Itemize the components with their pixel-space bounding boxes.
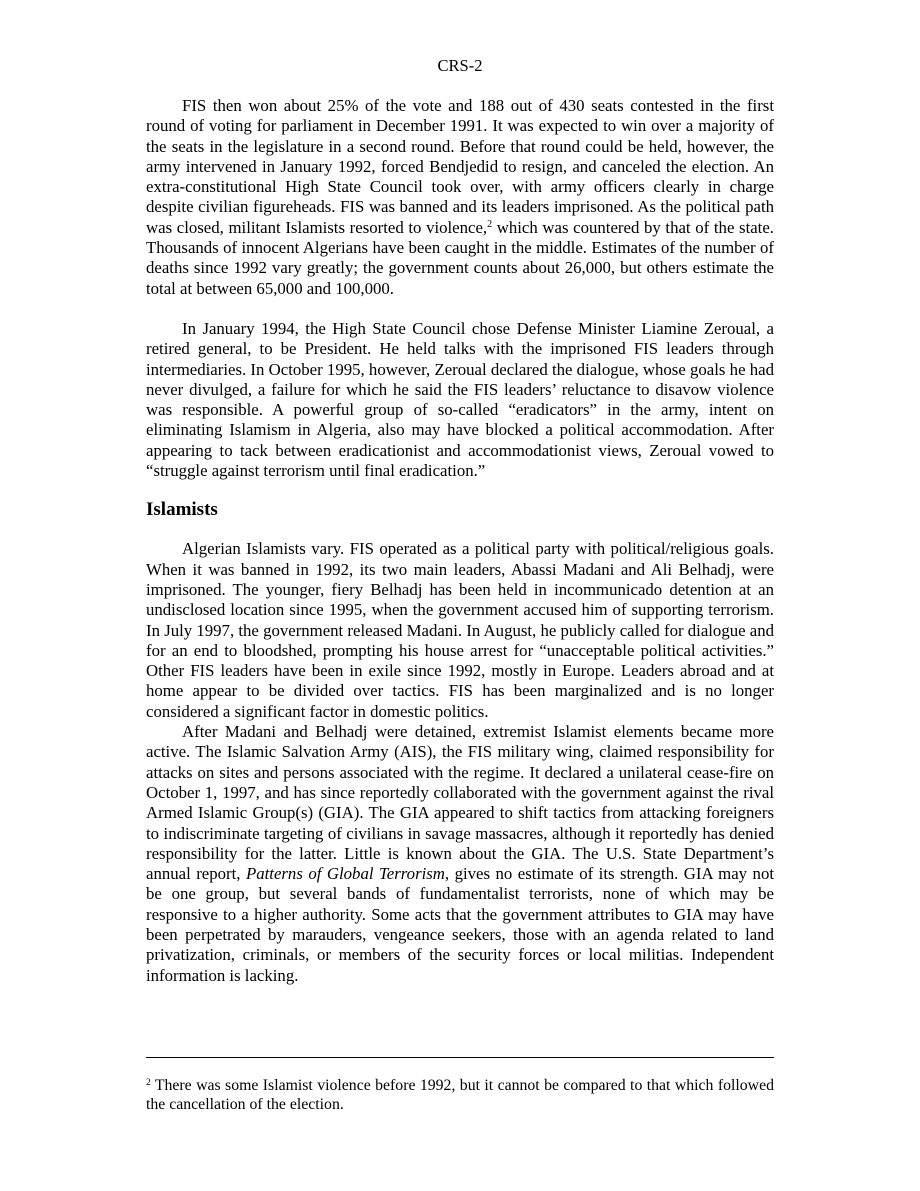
footnote-divider (146, 1057, 774, 1058)
footnote (146, 1076, 774, 1114)
paragraph-zeroual: In January 1994, the High State Council chose Defense Minister Liamine Zeroual, a retired general, to be President. He held talks with the imprisoned FIS leaders through intermediaries. In October 1995, however, Zeroual declared the dialogue, whose goals he had never divulged, a failure for which he said the FIS leaders’ reluctance to disavow violence was responsible. A powerful group of so-called “eradicators” in the army, intent on eliminating Islamism in Algeria, also may have blocked a political accommodation. After appearing to tack between eradicationist and accommodationist views, Zeroual vowed to “struggle against terrorism until final eradication.” (146, 318, 774, 481)
report-title: Patterns of Global Terrorism (245, 864, 445, 884)
footnote-marker: 2 (146, 1078, 151, 1088)
section-heading-block (146, 497, 774, 523)
paragraph-text: , gives no estimate of its strength. GIA may not be one group, but several bands of fundamentalist terrorists, none of which may be responsive to a higher authority. Some acts that the government attributes to GIA may have been perpetrated by marauders, vengeance seekers, those with an agenda related to land privatization, criminals, or members of the security forces or local militias. Independent information is lacking. (146, 864, 774, 985)
page-header (0, 56, 920, 76)
footnote-reference[interactable]: 2 (487, 218, 493, 230)
paragraph-islamists-vary: Algerian Islamists vary. FIS operated as a political party with political/religious goals. When it was banned in 1992, its two main leaders, Abassi Madani and Ali Belhadj, were imprisoned. The younger, fiery Belhadj has been held in incommunicado detention at an undisclosed location since 1995, when the government accused him of supporting terrorism. In July 1997, the government released Madani. In August, he publicly called for dialogue and for an end to bloodshed, prompting his house arrest for “unacceptable political activities.” Other FIS leaders have been in exile since 1992, mostly in Europe. Leaders abroad and at home appear to be divided over tactics. FIS has been marginalized and is no longer considered a significant factor in domestic politics. (146, 539, 774, 721)
paragraph-spacer (146, 299, 774, 319)
paragraph-fis-election (146, 96, 774, 299)
paragraph-text: FIS then won about 25% of the vote and 188 out of 430 seats contested in the first round of voting for parliament in December 1991. It was expected to win over a majority of the seats in the legislature in a second round. Before that round could be held, however, the army intervened in January 1992, forced Bendjedid to resign, and canceled the election. An extra-constitutional High State Council took over, with army officers clearly in charge despite civilian figureheads. FIS was banned and its leaders imprisoned. As the political path was closed, militant Islamists resorted to violence, (146, 96, 774, 237)
footnote-text: There was some Islamist violence before 1992, but it cannot be compared to that which followed the cancellation of the election. (146, 1077, 774, 1113)
paragraph-text: After Madani and Belhadj were detained, extremist Islamist elements became more active. The Islamic Salvation Army (AIS), the FIS military wing, claimed responsibility for attacks on sites and persons associated with the regime. It declared a unilateral cease-fire on October 1, 1997, and has since reportedly collaborated with the government against the rival Armed Islamic Group(s) (GIA). The GIA appeared to shift tactics from attacking foreigners to indiscriminate targeting of civilians in savage massacres, although it reportedly has denied responsibility for the latter. Little is known about the GIA. The U.S. State Department’s annual report, (146, 722, 774, 884)
paragraph-extremists (146, 722, 774, 986)
paragraph-text: which was countered by that of the state. Thousands of innocent Algerians have been caught in the middle. Estimates of the number of deaths since 1992 vary greatly; the government counts about 26,000, but others estimate the total at between 65,000 and 100,000. (146, 217, 774, 298)
document-body (146, 96, 774, 986)
page-number: CRS-2 (437, 56, 483, 75)
section-heading-islamists: Islamists (146, 499, 218, 521)
